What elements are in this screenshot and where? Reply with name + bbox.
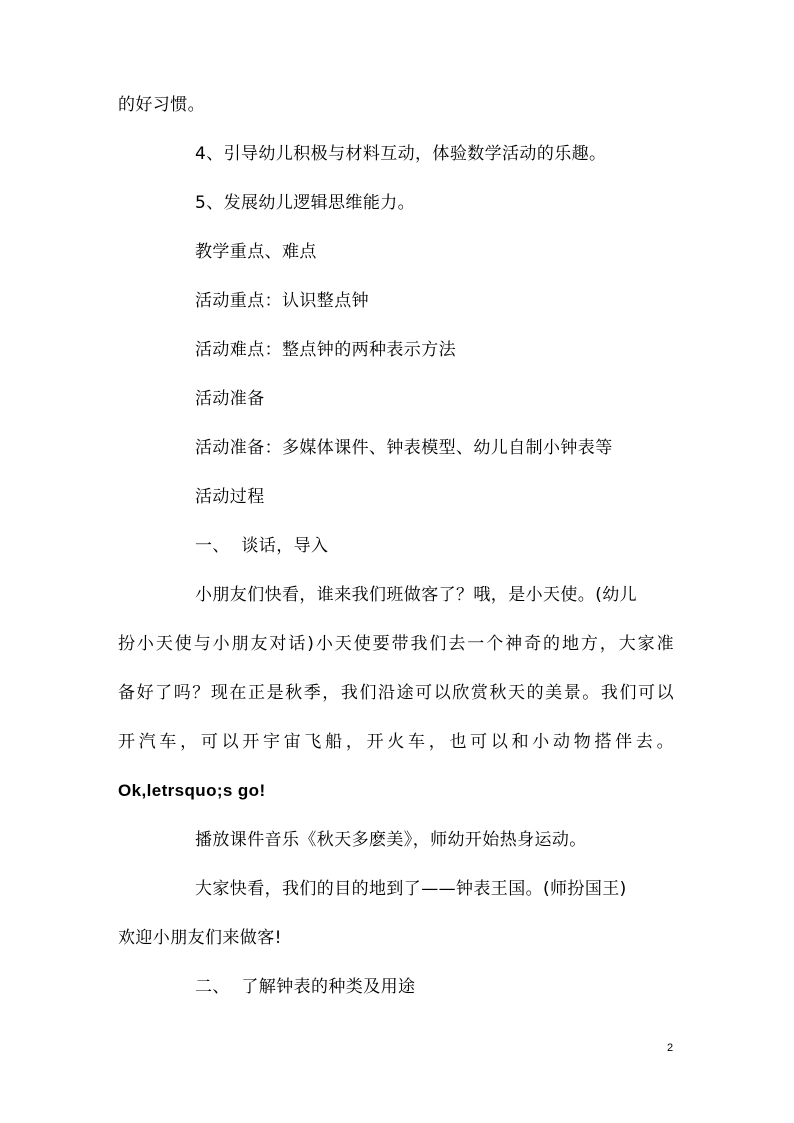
section-heading-focus: 教学重点、难点 <box>195 242 317 262</box>
text-line-6: 活动难点：整点钟的两种表示方法 <box>195 340 456 360</box>
text-line-18: 欢迎小朋友们来做客! <box>118 928 282 948</box>
text-line-13: 备好了吗？现在正是秋季，我们沿途可以欣赏秋天的美景。我们可以 <box>118 683 674 703</box>
text-line-17: 大家快看，我们的目的地到了——钟表王国。(师扮国王) <box>195 879 627 899</box>
text-line-12: 扮小天使与小朋友对话)小天使要带我们去一个神奇的地方，大家准 <box>118 634 674 654</box>
subsection-heading-2: 二、 了解钟表的种类及用途 <box>195 977 416 997</box>
text-line-1: 的好习惯。 <box>118 95 205 115</box>
subsection-heading-1: 一、 谈话，导入 <box>195 536 329 556</box>
text-line-2: 4、引导幼儿积极与材料互动，体验数学活动的乐趣。 <box>195 144 607 164</box>
page-number: 2 <box>667 1042 674 1054</box>
text-line-14: 开汽车，可以开宇宙飞船，开火车，也可以和小动物搭伴去。 <box>118 732 674 752</box>
text-line-5: 活动重点：认识整点钟 <box>195 291 369 311</box>
text-line-15: Ok,letrsquo;s go! <box>118 781 266 800</box>
text-line-3: 5、发展幼儿逻辑思维能力。 <box>195 193 416 213</box>
section-heading-preparation: 活动准备 <box>195 389 265 409</box>
text-line-11: 小朋友们快看，谁来我们班做客了？哦，是小天使。(幼儿 <box>195 585 638 605</box>
text-line-8: 活动准备：多媒体课件、钟表模型、幼儿自制小钟表等 <box>195 438 613 458</box>
text-line-16: 播放课件音乐《秋天多麽美》，师幼开始热身运动。 <box>195 830 587 850</box>
section-heading-process: 活动过程 <box>195 487 265 507</box>
